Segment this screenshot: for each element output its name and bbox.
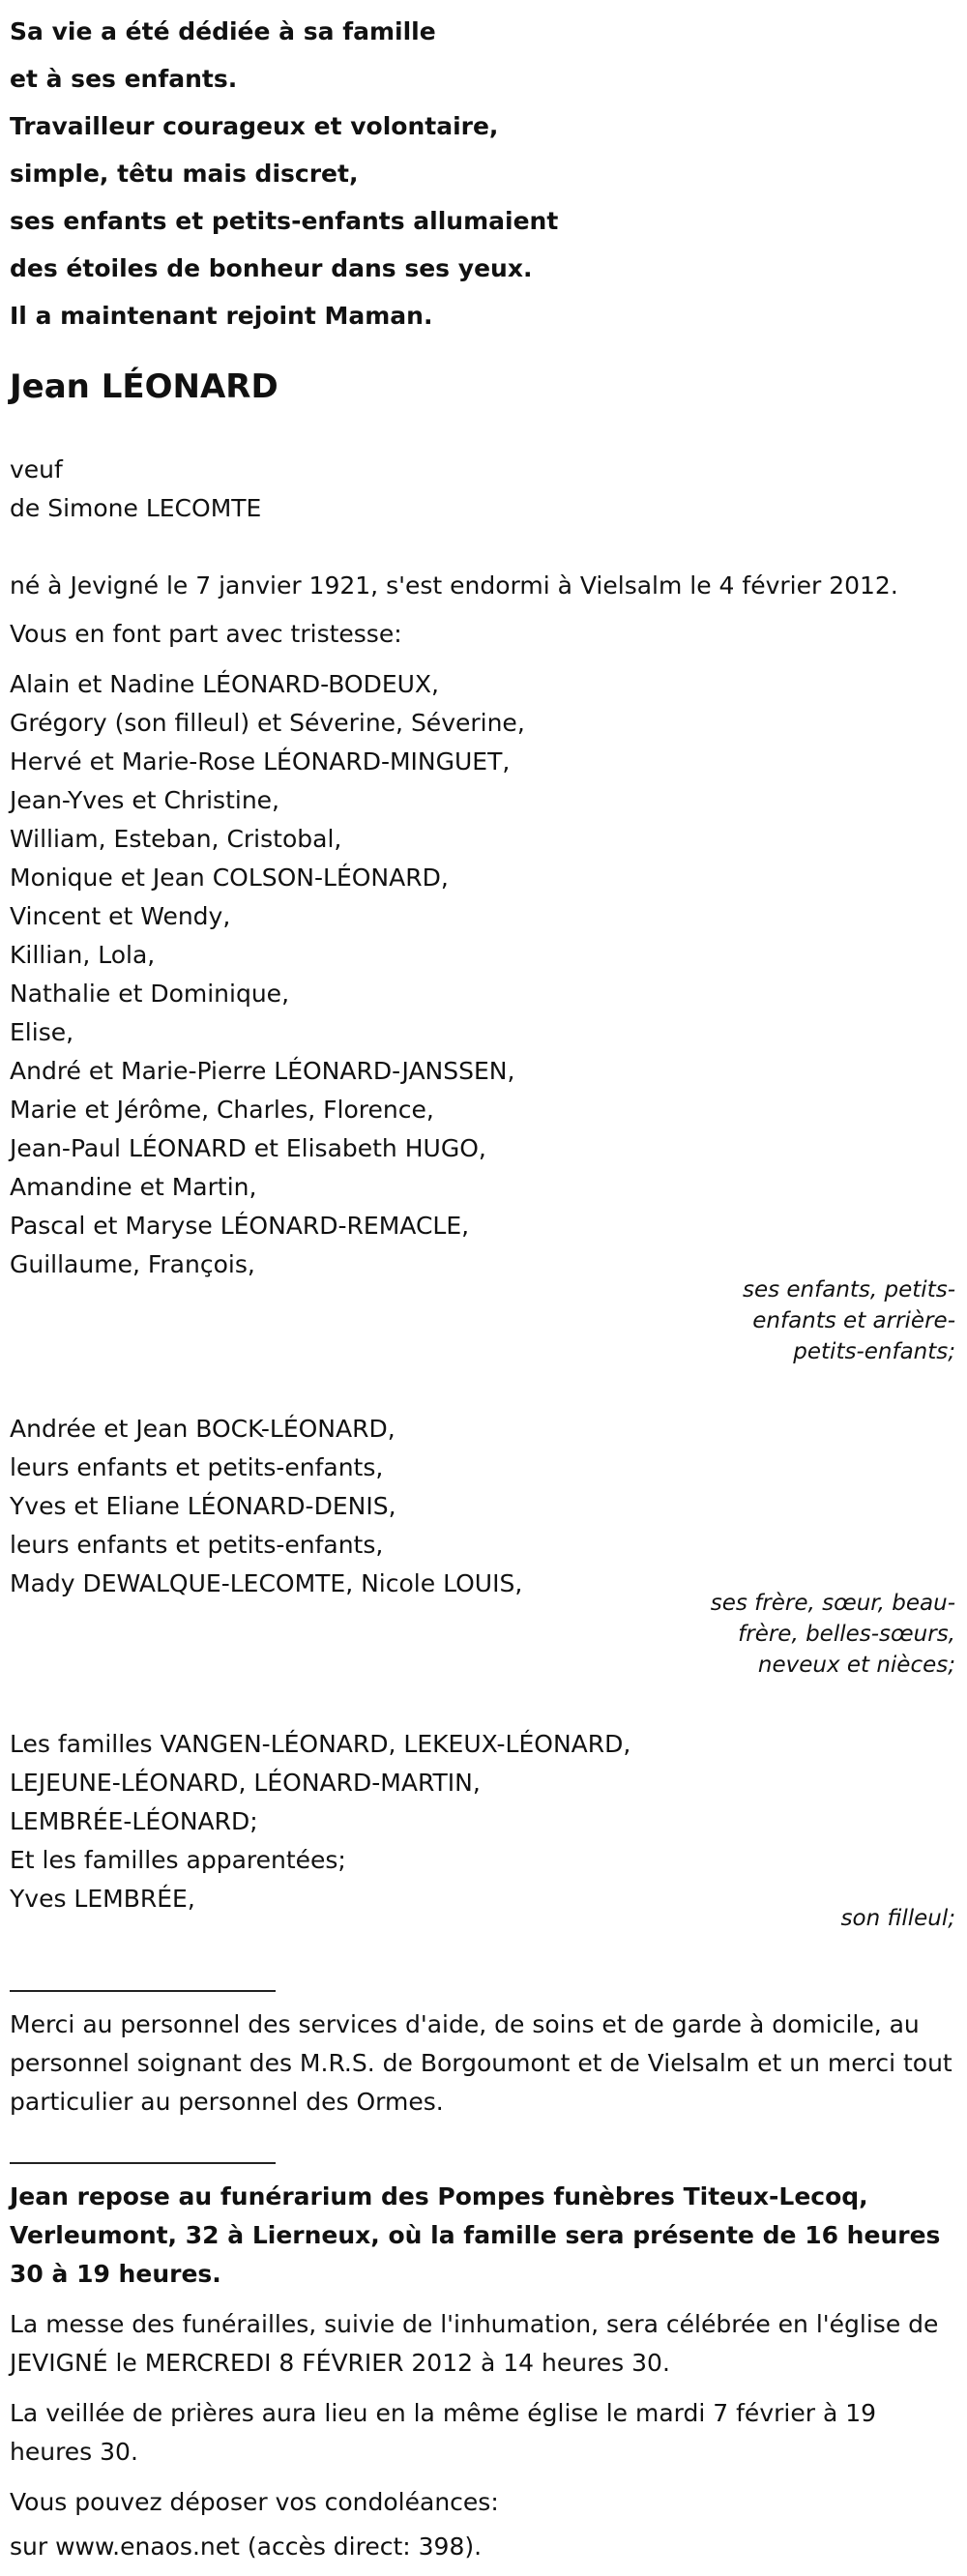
- thanks-paragraph: Merci au personnel des services d'aide, de soins et de garde à domicile, au personnel soignant des M.R.S. de Borgoumont et de Vielsalm et un merci tout particulier au personnel des Ormes.: [10, 2010, 952, 2116]
- list-item: leurs enfants et petits-enfants,: [10, 1531, 384, 1559]
- families-list: [10, 1725, 630, 1918]
- announcement: Vous en font part avec tristesse:: [10, 620, 402, 648]
- list-item: Mady DEWALQUE-LECOMTE, Nicole LOUIS,: [10, 1569, 523, 1597]
- birth-death-info: né à Jevigné le 7 janvier 1921, s'est endormi à Vielsalm le 4 février 2012.: [10, 571, 898, 600]
- list-item: André et Marie-Pierre LÉONARD-JANSSEN,: [10, 1057, 515, 1085]
- poem-line: Sa vie a été dédiée à sa famille: [10, 17, 436, 45]
- list-item: Alain et Nadine LÉONARD-BODEUX,: [10, 670, 440, 698]
- spouse-name: de Simone LECOMTE: [10, 494, 262, 522]
- list-item: Nathalie et Dominique,: [10, 980, 290, 1008]
- condolences-link: sur www.enaos.net (accès direct: 398).: [10, 2532, 483, 2561]
- list-item: LEJEUNE-LÉONARD, LÉONARD-MARTIN,: [10, 1769, 481, 1797]
- marital-status: veuf: [10, 455, 63, 483]
- list-item: Yves et Eliane LÉONARD-DENIS,: [10, 1492, 396, 1520]
- poem: [10, 8, 558, 339]
- list-item: Monique et Jean COLSON-LÉONARD,: [10, 864, 449, 892]
- list-item: Guillaume, François,: [10, 1250, 255, 1278]
- list-item: Elise,: [10, 1018, 74, 1046]
- list-item: William, Esteban, Cristobal,: [10, 825, 342, 853]
- list-item: Amandine et Martin,: [10, 1173, 257, 1201]
- list-item: Les familles VANGEN-LÉONARD, LEKEUX-LÉONARD,: [10, 1730, 631, 1758]
- list-item: Killian, Lola,: [10, 941, 156, 969]
- siblings-role: ses frère, sœur, beau-frère, belles-sœurs, neveux et nièces;: [710, 1591, 955, 1678]
- poem-line: ses enfants et petits-enfants allumaient: [10, 207, 559, 235]
- poem-line: Il a maintenant rejoint Maman.: [10, 302, 433, 330]
- poem-line: des étoiles de bonheur dans ses yeux.: [10, 254, 533, 282]
- children-list: [10, 665, 525, 1284]
- list-item: Jean-Yves et Christine,: [10, 786, 279, 814]
- list-item: Jean-Paul LÉONARD et Elisabeth HUGO,: [10, 1134, 486, 1162]
- deceased-name: Jean LÉONARD: [10, 367, 278, 406]
- list-item: Yves LEMBRÉE,: [10, 1885, 195, 1913]
- list-item: LEMBRÉE-LÉONARD;: [10, 1807, 258, 1835]
- divider: [10, 1990, 276, 1992]
- list-item: Marie et Jérôme, Charles, Florence,: [10, 1096, 434, 1124]
- condolences-intro: Vous pouvez déposer vos condoléances:: [10, 2488, 499, 2516]
- siblings-list: [10, 1410, 522, 1603]
- list-item: Andrée et Jean BOCK-LÉONARD,: [10, 1415, 396, 1443]
- godson-role: son filleul;: [840, 1906, 955, 1931]
- mass-info: La messe des funérailles, suivie de l'inhumation, sera célébrée en l'église de JEVIGNÉ le MERCREDI 8 FÉVRIER 2012 à 14 heures 30.: [10, 2310, 939, 2377]
- list-item: Hervé et Marie-Rose LÉONARD-MINGUET,: [10, 747, 511, 776]
- children-role: ses enfants, petits-enfants et arrière-petits-enfants;: [742, 1277, 955, 1364]
- list-item: Grégory (son filleul) et Séverine, Séverine,: [10, 709, 525, 737]
- rest-info: Jean repose au funérarium des Pompes funèbres Titeux-Lecoq, Verleumont, 32 à Lierneux, où la famille sera présente de 16 heures 30 à 19 heures.: [10, 2182, 941, 2288]
- list-item: Vincent et Wendy,: [10, 902, 231, 930]
- list-item: leurs enfants et petits-enfants,: [10, 1453, 384, 1481]
- list-item: Et les familles apparentées;: [10, 1846, 346, 1874]
- list-item: Pascal et Maryse LÉONARD-REMACLE,: [10, 1212, 470, 1240]
- poem-line: simple, têtu mais discret,: [10, 160, 359, 188]
- poem-line: Travailleur courageux et volontaire,: [10, 112, 499, 140]
- vigil-info: La veillée de prières aura lieu en la même église le mardi 7 février à 19 heures 30.: [10, 2399, 877, 2466]
- poem-line: et à ses enfants.: [10, 65, 238, 93]
- divider: [10, 2162, 276, 2164]
